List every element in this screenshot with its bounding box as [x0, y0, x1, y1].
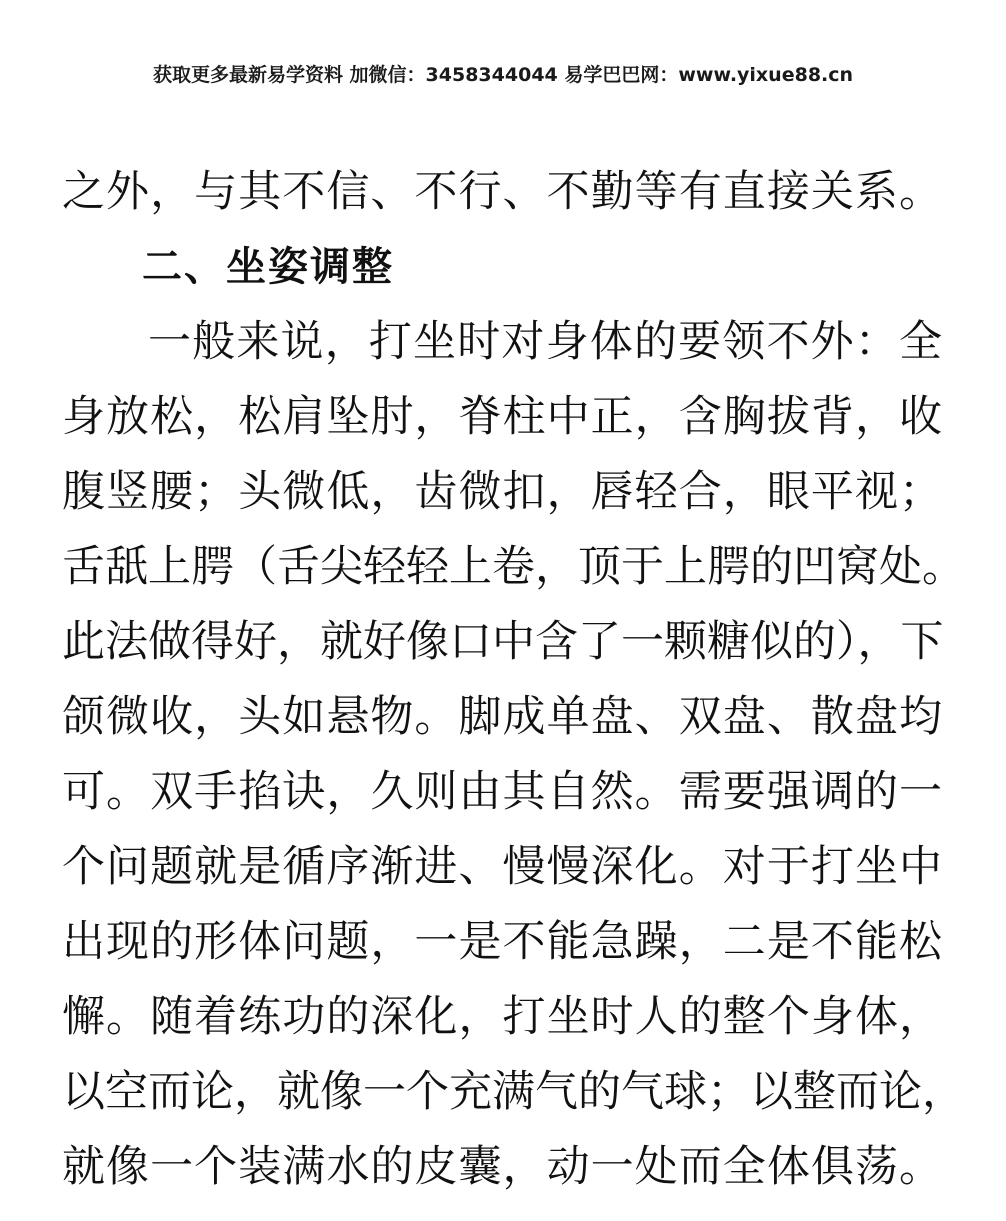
paragraph-line: 一般来说，打坐时对身体的要领不外：全 [148, 317, 942, 367]
section-heading: 二、坐姿调整 [142, 244, 394, 290]
paragraph-line: 腹竖腰；头微低，齿微扣，唇轻合，眼平视； [62, 467, 942, 517]
paragraph-line: 懈。随着练功的深化，打坐时人的整个身体， [62, 992, 942, 1042]
paragraph-line: 颌微收，头如悬物。脚成单盘、双盘、散盘均 [62, 692, 942, 742]
paragraph-line: 可。双手掐诀，久则由其自然。需要强调的一 [62, 767, 942, 817]
document-body [62, 155, 965, 1205]
paragraph-line: 个问题就是循序渐进、慢慢深化。对于打坐中 [62, 842, 942, 892]
paragraph-line: 身放松，松肩坠肘，脊柱中正，含胸拔背，收 [62, 392, 942, 442]
paragraph-line: 之外，与其不信、不行、不勤等有直接关系。 [62, 167, 942, 217]
paragraph-line: 就像一个装满水的皮囊，动一处而全体俱荡。 [62, 1142, 942, 1192]
paragraph-line: 以空而论，就像一个充满气的气球；以整而论， [62, 1067, 965, 1117]
paragraph-line: 舌舐上腭（舌尖轻轻上卷，顶于上腭的凹窝处。 [62, 542, 965, 592]
page-header-watermark: 获取更多最新易学资料 加微信：3458344044 易学巴巴网：www.yixue88.cn [152, 64, 854, 86]
paragraph-line: 此法做得好，就好像口中含了一颗糖似的），下 [62, 617, 944, 667]
paragraph-line: 出现的形体问题，一是不能急躁，二是不能松 [62, 917, 942, 967]
